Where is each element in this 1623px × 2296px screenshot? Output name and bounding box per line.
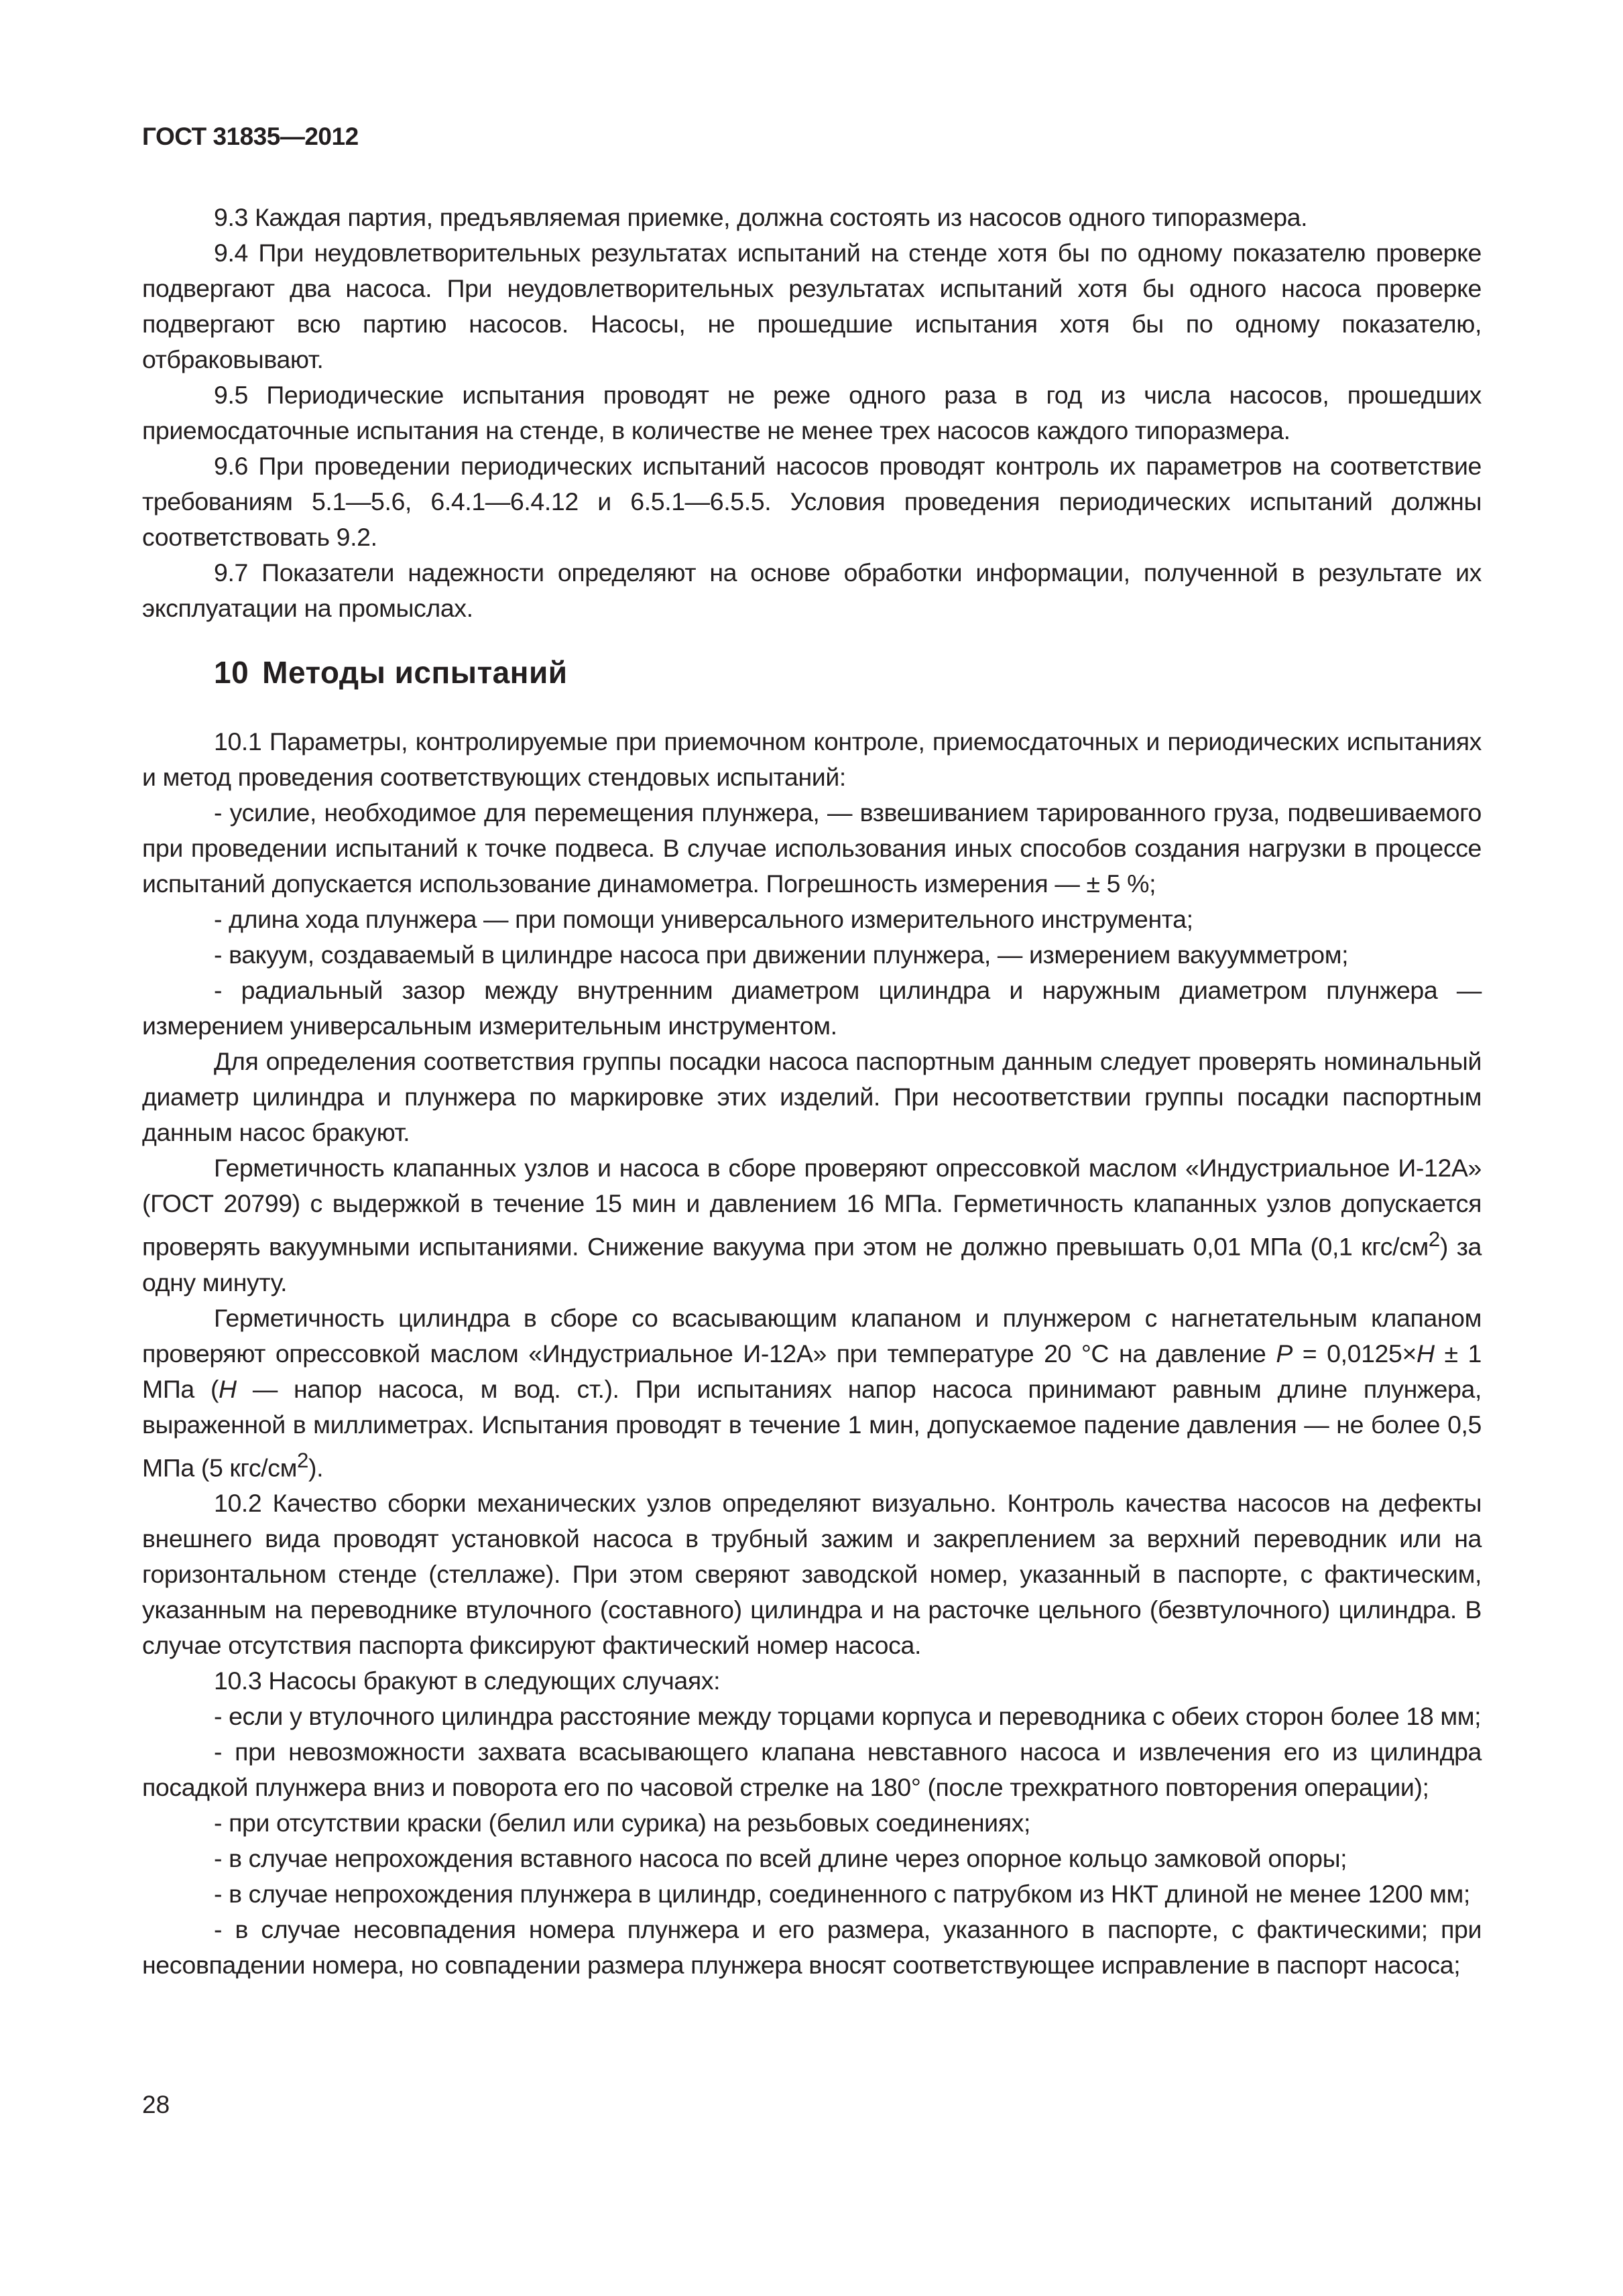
paragraph-9-5: 9.5 Периодические испытания проводят не реже одного раза в год из числа насосов, прошедших приемосдаточные испытания на стенде, в количестве не менее трех насосов каждого типоразмера. [142,381,1482,444]
formula-p: P [1276,1339,1293,1368]
list-item-paint: - при отсутствии краски (белил или сурика) на резьбовых соединениях; [214,1809,1030,1837]
paragraph-9-6: 9.6 При проведении периодических испытаний насосов проводят контроль их параметров на соответствие требованиям 5.1—5.6, 6.4.1—6.4.12 и 6.5.1—6.5.5. Условия проведения периодических испытаний должны соответствовать 9.2. [142,452,1482,551]
paragraph-10-3: 10.3 Насосы бракуют в следующих случаях: [214,1667,721,1695]
paragraph-9-4: 9.4 При неудовлетворительных результатах испытаний на стенде хотя бы по одному показателю проверке подвергают два насоса. При неудовлетворительных результатах испытаний хотя бы одного насоса проверке подвергают всю партию насосов. Насосы, не прошедшие испытания хотя бы по одному показателю, отбраковывают. [142,239,1482,373]
list-item-ring: - в случае непрохождения вставного насоса по всей длине через опорное кольцо замковой опоры; [214,1844,1347,1872]
cyl-text-5: ). [308,1453,324,1482]
list-item-force: - усилие, необходимое для перемещения плунжера, — взвешиванием тарированного груза, подвешиваемого при проведении испытаний к точке подвеса. В случае использования иных способов создания нагрузки в процессе испытаний допускается использование динамометра. Погрешность измерения — ± 5 %; [142,798,1482,898]
cyl-text-3: ± 1 МПа ( [142,1339,1482,1403]
paragraph-10-2: 10.2 Качество сборки механических узлов определяют визуально. Контроль качества насосов на дефекты внешнего вида проводят установкой насоса в трубный зажим и закреплением за верхний переводник или на горизонтальном стенде (стеллаже). При этом сверяют заводской номер, указанный в паспорте, с фактическим, указанным на переводнике втулочного (составного) цилиндра и на расточке цельного (безвтулочного) цилиндра. В случае отсутствия паспорта фиксируют фактический номер насоса. [142,1489,1482,1659]
list-item-distance: - если у втулочного цилиндра расстояние между торцами корпуса и переводника с обеих сторон более 18 мм; [214,1702,1482,1730]
formula-h: H [1416,1339,1435,1368]
page-body [142,200,1482,1983]
superscript: 2 [297,1448,308,1472]
list-item-plunger: - в случае непрохождения плунжера в цилиндр, соединенного с патрубком из НКТ длиной не менее 1200 мм; [214,1880,1470,1908]
cyl-text-2: = 0,0125× [1292,1339,1417,1368]
superscript: 2 [1428,1227,1440,1251]
section-number: 10 [214,655,249,690]
page-number: 28 [142,2091,170,2118]
list-item-stroke: - длина хода плунжера — при помощи универсального измерительного инструмента; [214,905,1193,933]
paragraph-9-7: 9.7 Показатели надежности определяют на основе обработки информации, полученной в результате их эксплуатации на промыслах. [142,558,1482,622]
paragraph-9-3: 9.3 Каждая партия, предъявляемая приемке, должна состоять из насосов одного типоразмера. [214,203,1308,231]
list-item-mismatch: - в случае несовпадения номера плунжера и его размера, указанного в паспорте, с фактическими; при несовпадении номера, но совпадении размера плунжера вносят соответствующее исправление в паспорт насоса; [142,1915,1482,1979]
section-title: Методы испытаний [262,655,568,690]
section-heading [142,626,1482,724]
valve-tightness-text: Герметичность клапанных узлов и насоса в сборе проверяют опрессовкой маслом «Индустриальное И-12А» (ГОСТ 20799) с выдержкой в течение 15 мин и давлением 16 МПа. Герметичность клапанных узлов допускается проверять вакуумными испытаниями. Снижение вакуума при этом не должно превышать 0,01 МПа (0,1 кгс/см [142,1154,1482,1261]
valve-tightness-tail: ) за одну минуту. [142,1232,1482,1296]
list-item-vacuum: - вакуум, создаваемый в цилиндре насоса при движении плунжера, — измерением вакуумметром; [214,941,1349,969]
cyl-text-4: — напор насоса, м вод. ст.). При испытаниях напор насоса принимают равным длине плунжера, выраженной в миллиметрах. Испытания проводят в течение 1 мин, допускаемое падение давления — не более 0,5 МПа (5 кгс/см [142,1374,1482,1482]
cyl-text-1: Герметичность цилиндра в сборе со всасывающим клапаном и плунжером с нагнетательным клапаном проверяют опрессовкой маслом «Индустриальное И-12А» при температуре 20 °С на давление [142,1303,1482,1368]
paragraph-cylinder-tightness [142,1301,1482,1486]
paragraph-fit-group: Для определения соответствия группы посадки насоса паспортным данным следует проверять номинальный диаметр цилиндра и плунжера по маркировке этих изделий. При несоответствии группы посадки паспортным данным насос бракуют. [142,1047,1482,1146]
document-code-header: ГОСТ 31835—2012 [142,123,359,150]
paragraph-10-1: 10.1 Параметры, контролируемые при приемочном контроле, приемосдаточных и периодических испытаниях и метод проведения соответствующих стендовых испытаний: [142,727,1482,791]
list-item-gap: - радиальный зазор между внутренним диаметром цилиндра и наружным диаметром плунжера — измерением универсальным измерительным инструментом. [142,976,1482,1040]
list-item-capture: - при невозможности захвата всасывающего клапана невставного насоса и извлечения его из цилиндра посадкой плунжера вниз и поворота его по часовой стрелке на 180° (после трехкратного повторения операции); [142,1738,1482,1801]
formula-h-def: H [219,1374,237,1403]
paragraph-valve-tightness [142,1150,1482,1301]
